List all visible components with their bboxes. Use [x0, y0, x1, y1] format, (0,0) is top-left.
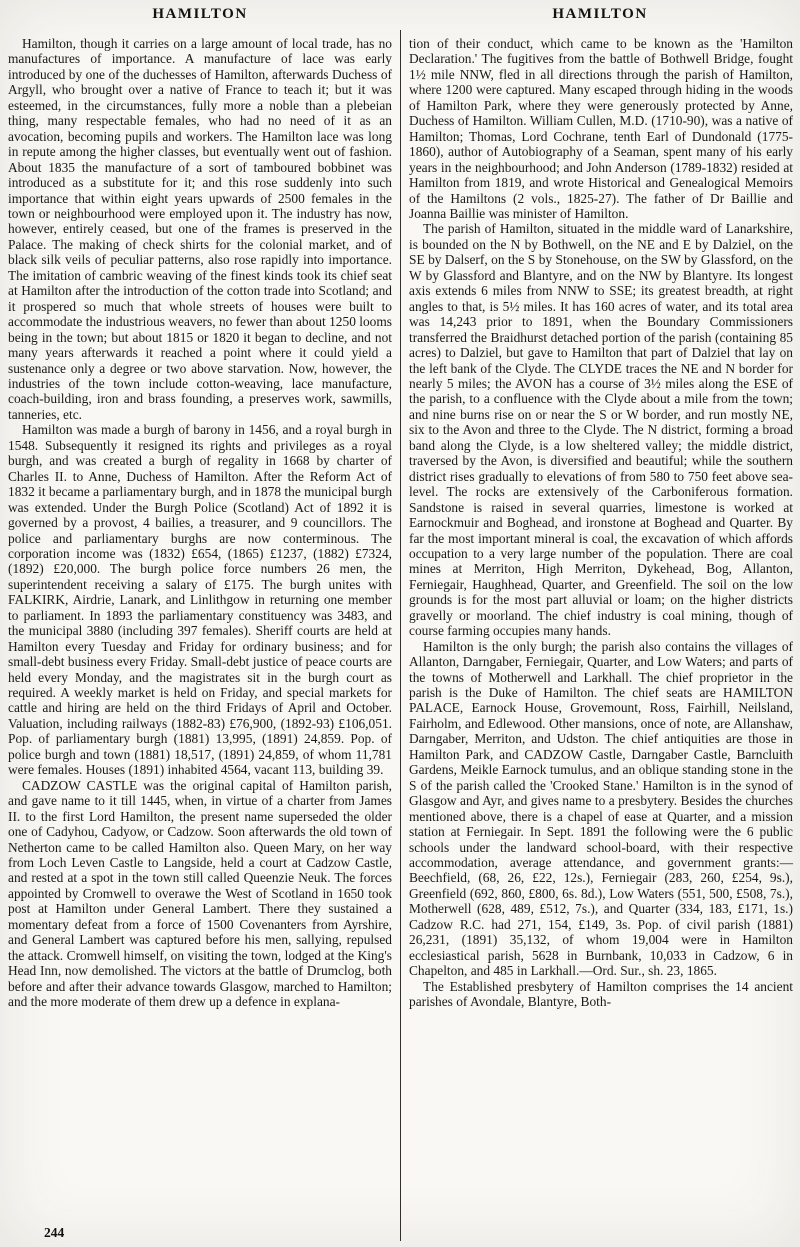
right-column-header: HAMILTON [552, 6, 648, 22]
column-divider [400, 30, 401, 1241]
left-column [8, 36, 392, 1010]
paragraph: Hamilton, though it carries on a large amount of local trade, has no manufactures of importance. A manufacture of lace was early introduced by one of the duchesses of Hamilton, afterwards Duchess of Argyll, who brought over a native of France to teach it; but it was esteemed, in the circumstances, fully more a noble than a plebeian thing, many respectable females, who had no need of it as an avocation, becoming pupils and workers. The Hamilton lace was long in repute among the higher classes, but eventually went out of fashion. About 1835 the manufacture of a sort of tamboured bobbinet was introduced as a substitute for it; and this rose suddenly into such importance that within eight years upwards of 2500 females in the town or neighbourhood were employed upon it. The industry has now, however, entirely ceased, but one of the frames is preserved in the Palace. The making of check shirts for the colonial market, and of black silk veils of peculiar patterns, also rose rapidly into importance. The imitation of cambric weaving of the finest kinds took its chief seat at Hamilton after the introduction of the cotton trade into Scotland; and it prospered so much that whole streets of houses were built to accommodate the industrious weavers, no fewer than about 1250 looms being in the town; but about 1815 or 1820 it began to decline, and not many years afterwards it reached a point where it could yield a sustenance only a degree or two above starvation. Now, however, the industries of the town include cotton-weaving, lace manufacture, coach-building, iron and brass founding, a preserves work, sawmills, tanneries, etc. [8, 36, 392, 422]
paragraph: Hamilton is the only burgh; the parish also contains the villages of Allanton, Darngaber, Ferniegair, Quarter, and Low Waters; and parts of the towns of Motherwell and Larkhall. The chief proprietor in the parish is the Duke of Hamilton. The chief seats are HAMILTON PALACE, Earnock House, Grovemount, Ross, Fairhill, Neilsland, Fairholm, and Edlewood. Other mansions, once of note, are Allanshaw, Darngaber, Merriton, and Udston. The chief antiquities are those in Hamilton Park, and CADZOW Castle, Darngaber Castle, Barncluith Gardens, Meikle Earnock tumulus, and an oblique standing stone in the S of the parish called the 'Crooked Stane.' Hamilton is in the synod of Glasgow and Ayr, and gives name to a presbytery. Besides the churches mentioned above, there is a chapel of ease at Quarter, and a mission station at Ferniegair. In Sept. 1891 the following were the 6 public schools under the landward school-board, with their respective accommodation, average attendance, and government grants:—Beechfield, (68, 26, £22, 12s.), Ferniegair (283, 260, £254, 9s.), Greenfield (692, 860, £800, 6s. 8d.), Low Waters (551, 500, £508, 7s.), Motherwell (628, 489, £512, 7s.), and Quarter (334, 183, £171, 1s.) Cadzow R.C. had 271, 154, £149, 3s. Pop. of civil parish (1881) 26,231, (1891) 35,132, of whom 19,004 were in Hamilton ecclesiastical parish, 5628 in Burnbank, 10,033 in Cadzow, 6 in Chapelton, and 485 in Larkhall.—Ord. Sur., sh. 23, 1865. [409, 638, 793, 979]
paragraph: The Established presbytery of Hamilton comprises the 14 ancient parishes of Avondale, Blantyre, Both- [409, 978, 793, 1010]
paragraph: The parish of Hamilton, situated in the middle ward of Lanarkshire, is bounded on the N by Bothwell, on the NE and E by Dalziel, on the SE by Dalserf, on the S by Stonehouse, on the SW by Glassford, on the W by Glassford and Blantyre, and on the NW by Blantyre. Its longest axis extends 6 miles from NNW to SSE; its greatest breadth, at right angles to that, is 5½ miles. It has 160 acres of water, and its total area was 14,243 prior to 1891, when the Boundary Commissioners transferred the Braidhurst detached portion of the parish (containing 85 acres) to Dalziel, but gave to Hamilton that part of Dalziel that lay on the left bank of the Clyde. The CLYDE traces the NE and N border for nearly 5 miles; the AVON has a course of 3½ miles along the ESE of the parish, to a confluence with the Clyde about a mile from the town; and nine burns rise on or near the S or W border, and run mostly NE, six to the Avon and three to the Clyde. The N district, forming a broad band along the Clyde, is a low sheltered valley; the middle district, traversed by the Avon, is diversified and beautiful; while the southern district rises gradually to elevations of from 580 to 750 feet above sea-level. The rocks are extensively of the Carboniferous formation. Sandstone is raised in several quarries, limestone is worked at Earnockmuir and Boghead, and ironstone at Boghead and Quarter. By far the most important mineral is coal, the excavation of which affords occupation to a very large number of the population. There are coal mines at Merriton, High Merriton, Dykehead, Bog, Allanton, Ferniegair, Haughhead, Quarter, and Greenfield. The soil on the low grounds is for the most part alluvial or loam; on the higher districts gravelly or moorland. The chief industry is coal mining, though of course farming occupies many hands. [409, 221, 793, 639]
page-number: 244 [44, 1225, 65, 1240]
left-column-header: HAMILTON [152, 6, 248, 22]
right-column [409, 36, 793, 1010]
paragraph: CADZOW CASTLE was the original capital of Hamilton parish, and gave name to it till 1445, when, in virtue of a charter from James II. to the first Lord Hamilton, the present name superseded the older one of Cadyhou, Cadyow, or Cadzow. Soon afterwards the old town of Netherton came to be called Hamilton also. Queen Mary, on her way from Loch Leven Castle to Langside, held a court at Cadzow Castle, and rested at a spot in the town still called Queenzie Neuk. The forces appointed by Cromwell to overawe the West of Scotland in 1650 took post at Hamilton under General Lambert. There they sustained a momentary defeat from a force of 1500 Covenanters from Ayrshire, and General Lambert was captured before his men, sallying, repulsed the attack. Cromwell himself, on visiting the town, lodged at the King's Head Inn, now demolished. The victors at the battle of Drumclog, both before and after their advance towards Glasgow, marched to Hamilton; and the more moderate of them drew up a defence in explana- [8, 777, 392, 1010]
paragraph: tion of their conduct, which came to be known as the 'Hamilton Declaration.' The fugitives from the battle of Bothwell Bridge, fought 1½ mile NNW, fled in all directions through the parish of Hamilton, where 1200 were captured. Many escaped through hiding in the woods of Hamilton Park, where they were generously protected by Anne, Duchess of Hamilton. William Cullen, M.D. (1710-90), was a native of Hamilton; Thomas, Lord Cochrane, tenth Earl of Dundonald (1775-1860), author of Autobiography of a Seaman, spent many of his early years in the neighbourhood; and John Anderson (1789-1832) resided at Hamilton from 1819, and wrote Historical and Genealogical Memoirs of the Hamiltons (2 vols., 1825-27). The father of Dr Baillie and Joanna Baillie was minister of Hamilton. [409, 36, 793, 221]
paragraph: Hamilton was made a burgh of barony in 1456, and a royal burgh in 1548. Subsequently it resigned its rights and privileges as a royal burgh, and was created a burgh of regality in 1668 by charter of Charles II. to Anne, Duchess of Hamilton. After the Reform Act of 1832 it became a parliamentary burgh, and in 1878 the municipal burgh was extended. Under the Burgh Police (Scotland) Act of 1892 it is governed by a provost, 4 bailies, a treasurer, and 9 councillors. The police and parliamentary burghs are now conterminous. The corporation income was (1832) £654, (1865) £1237, (1882) £7324, (1892) £20,000. The burgh police force numbers 26 men, the superintendent receiving a salary of £175. The burgh unites with FALKIRK, Airdrie, Lanark, and Linlithgow in returning one member to parliament. In 1893 the parliamentary constituency was 3483, and the municipal 3880 (including 397 females). Sheriff courts are held at Hamilton every Tuesday and Friday for ordinary business; and for small-debt business every Friday. Small-debt justice of peace courts are held every Monday, and the magistrates sit in the burgh court as required. A weekly market is held on Friday, and special markets for cattle and hiring are held on the third Fridays of April and October. Valuation, including railways (1882-83) £76,900, (1892-93) £106,051. Pop. of parliamentary burgh (1881) 13,995, (1891) 24,859. Pop. of police burgh and town (1881) 18,517, (1891) 24,859, of whom 11,781 were females. Houses (1891) inhabited 4564, vacant 113, building 39. [8, 422, 393, 778]
